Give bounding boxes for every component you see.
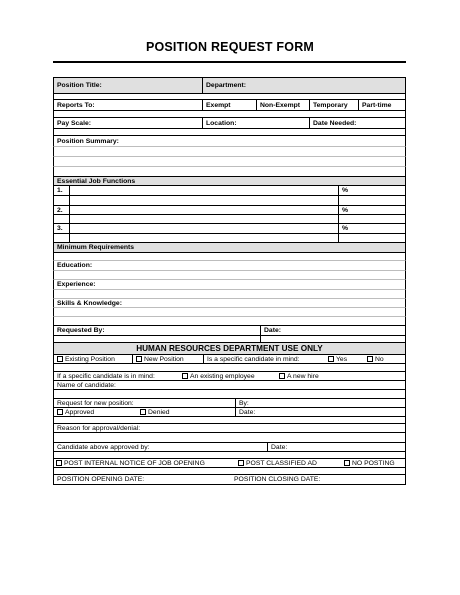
reports-to-field[interactable]: [54, 100, 203, 110]
education-line[interactable]: [53, 271, 406, 280]
post-classified-label: POST CLASSIFIED AD: [246, 459, 317, 467]
spacer-row: [53, 417, 406, 424]
temporary-label: Temporary: [313, 101, 348, 109]
date-needed-field[interactable]: [310, 118, 405, 128]
job-function-spacer: [53, 215, 406, 224]
exempt-label: Exempt: [206, 101, 231, 109]
approval-date-label: Date:: [239, 408, 256, 416]
education-row[interactable]: [53, 261, 406, 271]
pay-scale-field[interactable]: [54, 118, 203, 128]
position-request-form: [53, 77, 406, 485]
new-position-checkbox[interactable]: [136, 356, 142, 362]
exempt-option[interactable]: [203, 100, 257, 110]
candidate-name-label: Name of candidate:: [57, 381, 116, 389]
candidate-yes-option[interactable]: [327, 355, 367, 363]
position-summary-label: Position Summary:: [57, 137, 119, 145]
approval-row: [53, 408, 406, 417]
new-hire-checkbox[interactable]: [279, 373, 285, 379]
job-function-number: 3.: [54, 224, 70, 233]
no-posting-checkbox[interactable]: [344, 460, 350, 466]
requested-by-label: Requested By:: [57, 327, 105, 334]
candidate-question: Is a specific candidate in mind:: [207, 355, 300, 363]
row-position-title: [53, 77, 406, 94]
spacer-row: [53, 111, 406, 118]
new-position-option[interactable]: [133, 355, 204, 363]
temporary-option[interactable]: [310, 100, 359, 110]
summary-line[interactable]: [53, 147, 406, 157]
job-function-percent: %: [342, 187, 349, 194]
job-function-percent: %: [342, 206, 349, 214]
job-function-number: 1.: [54, 186, 70, 195]
no-label: No: [375, 355, 384, 363]
specific-candidate-row: [53, 372, 406, 381]
summary-line[interactable]: [53, 157, 406, 167]
requested-date-label: Date:: [264, 327, 281, 334]
opening-date-label: POSITION OPENING DATE:: [57, 476, 145, 483]
approved-option[interactable]: [54, 408, 137, 416]
approval-date-field[interactable]: [236, 408, 405, 416]
candidate-name-row[interactable]: [53, 381, 406, 390]
spacer-row: [53, 336, 406, 343]
hr-position-type-row: [53, 355, 406, 364]
post-internal-option[interactable]: [54, 459, 235, 467]
denied-label: Denied: [148, 408, 170, 416]
experience-label: Experience:: [57, 281, 96, 288]
spacer-row: [53, 468, 406, 475]
candidate-approved-date-label: Date:: [271, 443, 288, 451]
department-label: Department:: [206, 82, 247, 89]
candidate-approved-by-field[interactable]: [54, 443, 268, 451]
no-checkbox[interactable]: [367, 356, 373, 362]
department-field[interactable]: [203, 78, 405, 93]
position-title-field[interactable]: [54, 78, 203, 93]
non-exempt-label: Non-Exempt: [260, 101, 301, 109]
job-function-spacer: [53, 234, 406, 243]
existing-employee-option[interactable]: [179, 372, 276, 380]
denied-checkbox[interactable]: [140, 409, 146, 415]
requirements-label: Minimum Requirements: [57, 244, 135, 251]
job-function-row: [53, 206, 406, 215]
job-function-input[interactable]: [70, 206, 339, 214]
spacer-row: [53, 364, 406, 372]
if-candidate-label: If a specific candidate is in mind:: [57, 372, 155, 380]
denied-option[interactable]: [137, 408, 236, 416]
position-summary-row[interactable]: [53, 136, 406, 147]
spacer-row: [53, 129, 406, 136]
opening-date-field[interactable]: [54, 475, 231, 484]
reports-to-label: Reports To:: [57, 101, 95, 109]
existing-position-label: Existing Position: [65, 355, 115, 363]
experience-line[interactable]: [53, 290, 406, 299]
closing-date-label: POSITION CLOSING DATE:: [234, 476, 321, 483]
requested-by-row: [53, 326, 406, 336]
job-function-row: [53, 186, 406, 196]
hr-header: [53, 343, 406, 355]
row-pay-scale: [53, 118, 406, 129]
approver-label: By:: [239, 399, 249, 407]
candidate-approved-date-field[interactable]: [268, 443, 405, 451]
candidate-no-option[interactable]: [367, 355, 405, 363]
post-classified-option[interactable]: [235, 459, 341, 467]
position-title-label: Position Title:: [57, 82, 102, 89]
part-time-label: Part-time: [362, 101, 392, 109]
job-function-percent: %: [342, 225, 349, 232]
skills-label: Skills & Knowledge:: [57, 299, 122, 307]
posting-row: [53, 459, 406, 468]
pay-scale-label: Pay Scale:: [57, 119, 92, 127]
spacer-row: [53, 433, 406, 443]
new-position-label: New Position: [144, 355, 184, 363]
approved-label: Approved: [65, 408, 95, 416]
education-label: Education:: [57, 262, 93, 269]
candidate-approved-by-label: Candidate above approved by:: [57, 443, 150, 451]
post-internal-checkbox[interactable]: [56, 460, 62, 466]
existing-position-option[interactable]: [54, 355, 133, 363]
experience-row[interactable]: [53, 280, 406, 290]
approver-field[interactable]: [236, 399, 405, 407]
job-functions-header: [53, 177, 406, 186]
requested-by-field[interactable]: [54, 326, 261, 335]
job-function-row: [53, 224, 406, 234]
title-rule: [53, 61, 406, 63]
closing-date-field[interactable]: [231, 475, 405, 484]
new-hire-label: A new hire: [287, 372, 319, 380]
skills-row[interactable]: [53, 299, 406, 308]
reason-row[interactable]: [53, 424, 406, 433]
existing-employee-label: An existing employee: [190, 372, 255, 380]
no-posting-option[interactable]: [341, 459, 405, 467]
non-exempt-option[interactable]: [257, 100, 310, 110]
posting-dates-row: [53, 475, 406, 485]
existing-position-checkbox[interactable]: [57, 356, 63, 362]
skills-line[interactable]: [53, 317, 406, 326]
job-function-number: 2.: [54, 206, 70, 214]
spacer-row: [53, 390, 406, 399]
row-reports-to: [53, 100, 406, 111]
approved-checkbox[interactable]: [57, 409, 63, 415]
requirements-line[interactable]: [53, 253, 406, 261]
hr-title: HUMAN RESOURCES DEPARTMENT USE ONLY: [136, 344, 323, 353]
yes-label: Yes: [336, 355, 348, 363]
requirements-header: [53, 243, 406, 253]
requested-date-field[interactable]: [261, 326, 405, 335]
post-classified-checkbox[interactable]: [238, 460, 244, 466]
location-label: Location:: [206, 119, 237, 127]
no-posting-label: NO POSTING: [352, 459, 395, 467]
reason-label: Reason for approval/denial:: [57, 424, 141, 432]
date-needed-label: Date Needed:: [313, 119, 357, 127]
job-function-input[interactable]: [70, 186, 339, 195]
job-functions-label: Essential Job Functions: [57, 177, 136, 185]
candidate-approved-row: [53, 443, 406, 452]
part-time-option[interactable]: [359, 100, 405, 110]
request-new-position-label: Request for new position:: [54, 399, 236, 407]
skills-line[interactable]: [53, 308, 406, 317]
spacer-row: [53, 452, 406, 459]
summary-line[interactable]: [53, 167, 406, 177]
job-function-input[interactable]: [70, 224, 339, 233]
new-hire-option[interactable]: [276, 372, 405, 380]
page-title: POSITION REQUEST FORM: [145, 40, 315, 54]
job-function-spacer: [53, 196, 406, 206]
yes-checkbox[interactable]: [328, 356, 334, 362]
location-field[interactable]: [203, 118, 310, 128]
request-new-position-row: [53, 399, 406, 408]
post-internal-label: POST INTERNAL NOTICE OF JOB OPENING: [64, 459, 205, 467]
existing-employee-checkbox[interactable]: [182, 373, 188, 379]
